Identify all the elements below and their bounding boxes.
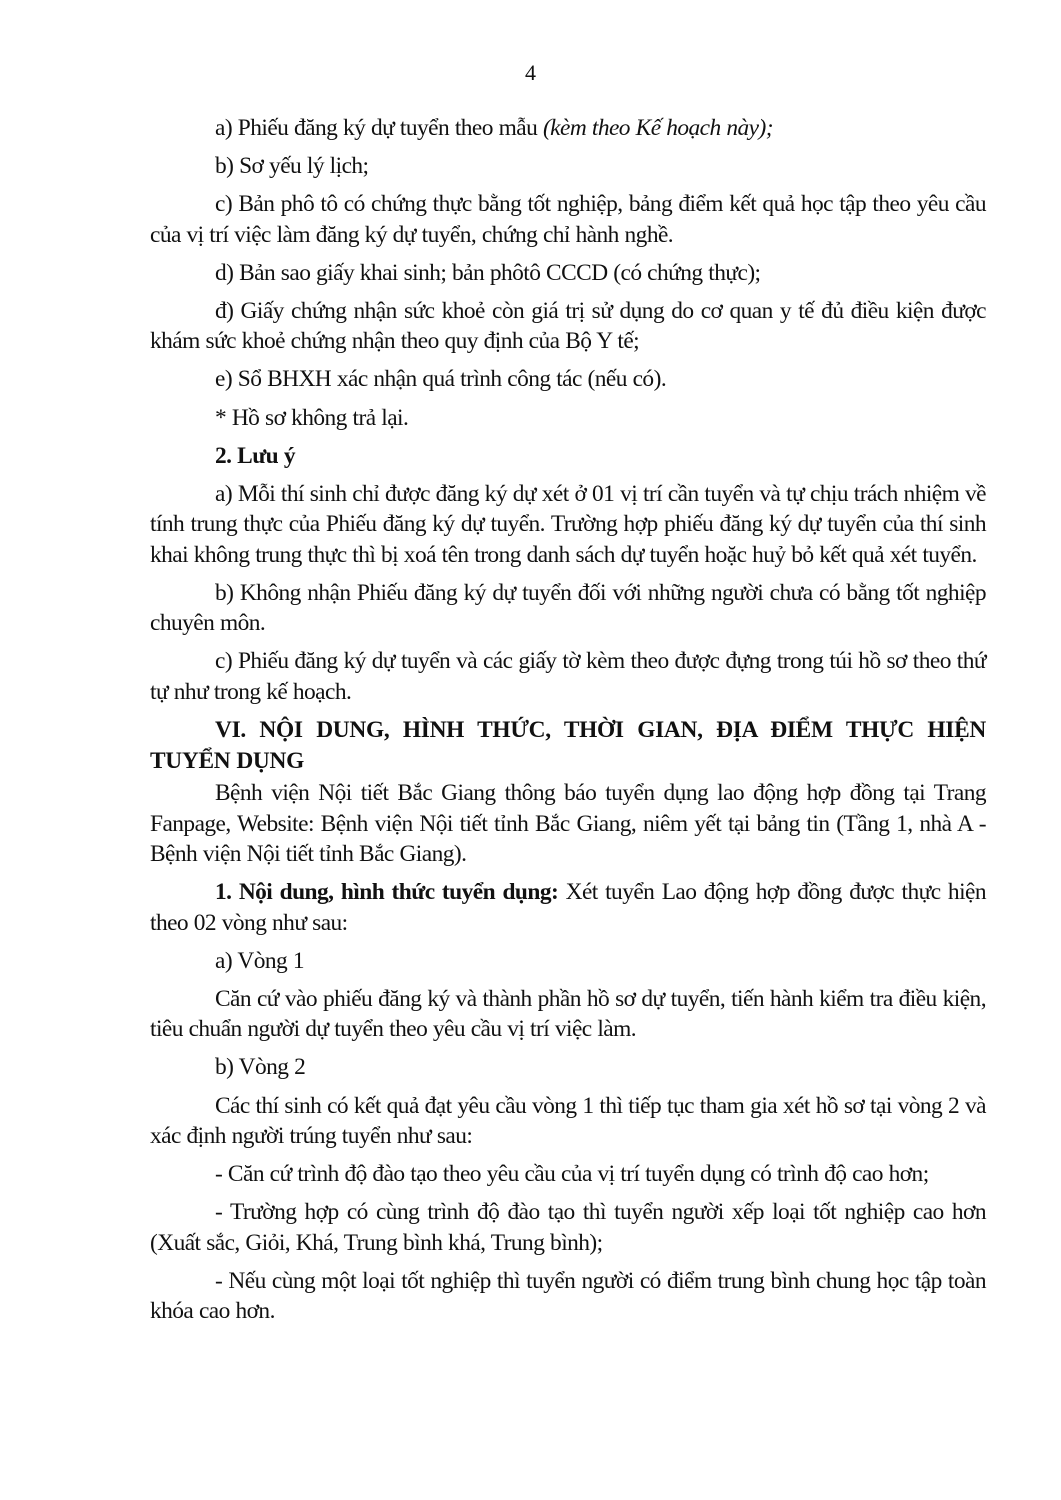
item-d: d) Bản sao giấy khai sinh; bản phôtô CCCD (có chứng thực); (215, 259, 761, 286)
round-2-criterion: - Nếu cùng một loại tốt nghiệp thì tuyển người có điểm trung bình chung học tập toàn khóa cao hơn. (150, 1267, 986, 1325)
item-b: b) Sơ yếu lý lịch; (215, 153, 369, 180)
subsection-1-text: Xét tuyển Lao động hợp đồng được thực hiện theo 02 vòng như sau: (150, 879, 987, 936)
note-documents-not-returned: * Hồ sơ không trả lại. (215, 404, 409, 431)
round-2-text: Các thí sinh có kết quả đạt yêu cầu vòng 1 thì tiếp tục tham gia xét hồ sơ tại vòng 2 và xác định người trúng tuyển như sau: (150, 1092, 986, 1149)
round-2-criterion: - Căn cứ trình độ đào tạo theo yêu cầu của vị trí tuyển dụng có trình độ cao hơn; (215, 1161, 929, 1188)
round-1-label: a) Vòng 1 (215, 947, 304, 974)
section-vi-heading: VI. NỘI DUNG, HÌNH THỨC, THỜI GIAN, ĐỊA ĐIỂM THỰC HIỆN TUYỂN DỤNG (150, 717, 986, 774)
subsection-1 (150, 877, 986, 938)
item-a-italic-note: (kèm theo Kế hoạch này); (542, 115, 773, 141)
item-c: c) Bản phô tô có chứng thực bằng tốt nghiệp, bảng điểm kết quả học tập theo yêu cầu của vị trí việc làm đăng ký dự tuyển, chứng chỉ hành nghề. (150, 191, 986, 248)
section-2-heading: 2. Lưu ý (215, 442, 295, 469)
round-2-label: b) Vòng 2 (215, 1054, 306, 1081)
section-vi-intro: Bệnh viện Nội tiết Bắc Giang thông báo tuyển dụng lao động hợp đồng tại Trang Fanpage, Website: Bệnh viện Nội tiết tỉnh Bắc Giang, niêm yết tại bảng tin (Tầng 1, nhà A - Bệnh viện Nội tiết tỉnh Bắc Giang). (150, 780, 986, 868)
round-2-criterion: - Trường hợp có cùng trình độ đào tạo thì tuyển người xếp loại tốt nghiệp cao hơn (Xuất sắc, Giỏi, Khá, Trung bình khá, Trung bình); (150, 1199, 986, 1256)
page-number: 4 (525, 60, 536, 85)
item-dd: đ) Giấy chứng nhận sức khoẻ còn giá trị sử dụng do cơ quan y tế đủ điều kiện được khám sức khoẻ chứng nhận theo quy định của Bộ Y tế; (150, 297, 986, 355)
document-body (150, 113, 986, 1334)
subsection-1-label: 1. Nội dung, hình thức tuyển dụng: (215, 879, 559, 906)
section-2-item-c: c) Phiếu đăng ký dự tuyển và các giấy tờ kèm theo được đựng trong túi hồ sơ theo thứ tự như trong kế hoạch. (150, 648, 986, 705)
item-e: e) Sổ BHXH xác nhận quá trình công tác (nếu có). (215, 366, 667, 393)
section-2-item-b: b) Không nhận Phiếu đăng ký dự tuyển đối với những người chưa có bằng tốt nghiệp chuyên môn. (150, 579, 986, 637)
section-2-item-a: a) Mỗi thí sinh chỉ được đăng ký dự xét ở 01 vị trí cần tuyển và tự chịu trách nhiệm về tính trung thực của Phiếu đăng ký dự tuyển. Trường hợp phiếu đăng ký dự tuyển của thí sinh khai không trung thực thì bị xoá tên trong danh sách dự tuyển hoặc huỷ bỏ kết quả xét tuyển. (150, 480, 986, 568)
item-a (150, 113, 986, 144)
item-a-text: a) Phiếu đăng ký dự tuyển theo mẫu (215, 115, 543, 141)
round-1-text: Căn cứ vào phiếu đăng ký và thành phần hồ sơ dự tuyển, tiến hành kiểm tra điều kiện, tiêu chuẩn người dự tuyển theo yêu cầu vị trí việc làm. (150, 985, 986, 1043)
